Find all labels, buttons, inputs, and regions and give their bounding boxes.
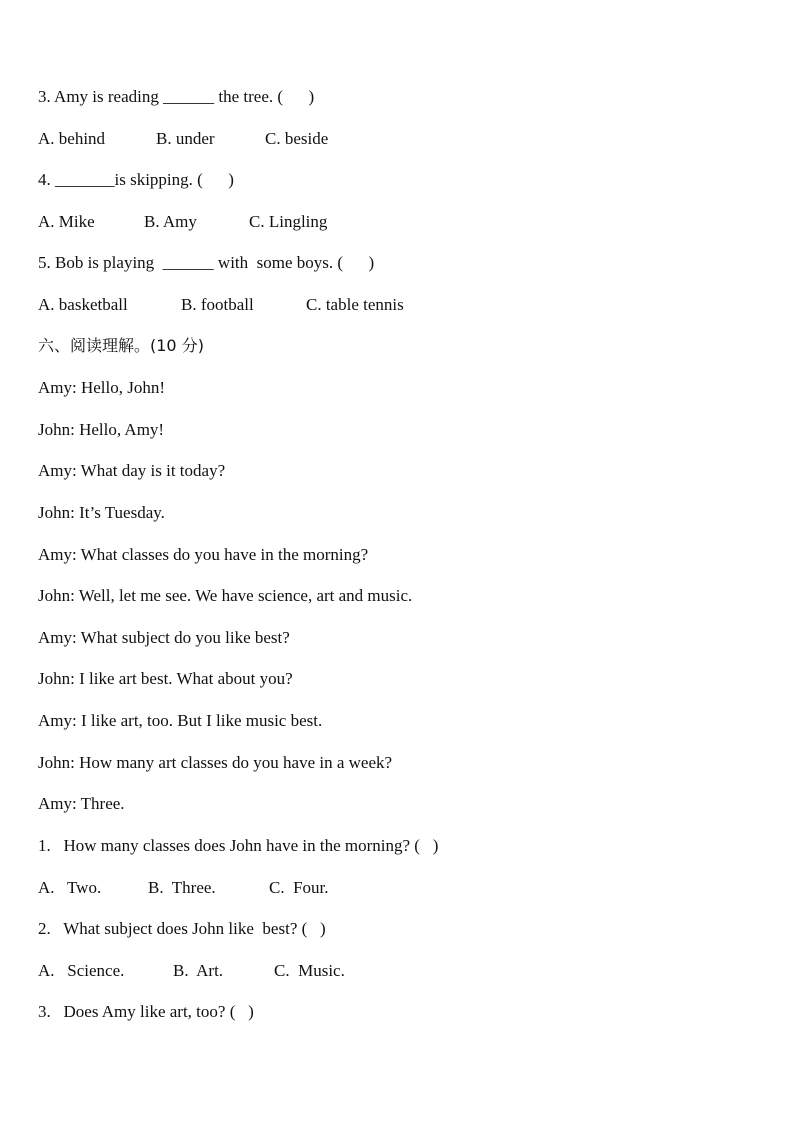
dialogue-line: John: It’s Tuesday.	[38, 503, 165, 522]
question-5-stem: 5. Bob is playing ______ with some boys. ( )	[38, 253, 375, 272]
dialogue-line: Amy: What day is it today?	[38, 461, 226, 480]
dialogue-line: Amy: I like art, too. But I like music best.	[38, 711, 323, 730]
reading-question-2-stem: 2. What subject does John like best? ( )	[38, 919, 326, 938]
reading-question-2-option-c: C. Music.	[274, 961, 345, 980]
question-4-option-a: A. Mike	[38, 212, 95, 231]
dialogue-line: John: Well, let me see. We have science, art and music.	[38, 586, 413, 605]
question-4-option-b: B. Amy	[144, 212, 197, 231]
question-3-option-b: B. under	[156, 129, 215, 148]
question-4-stem: 4. _______is skipping. ( )	[38, 170, 234, 189]
question-5-option-a: A. basketball	[38, 295, 128, 314]
reading-question-1-option-c: C. Four.	[269, 878, 329, 897]
dialogue-line: Amy: Three.	[38, 794, 125, 813]
dialogue-line: John: Hello, Amy!	[38, 420, 165, 439]
section-heading: 六、阅读理解。(10 分)	[38, 336, 204, 355]
dialogue-line: John: How many art classes do you have in a week?	[38, 753, 393, 772]
reading-question-1-stem: 1. How many classes does John have in the morning? ( )	[38, 836, 439, 855]
question-3-option-a: A. behind	[38, 129, 106, 148]
question-3-option-c: C. beside	[265, 129, 329, 148]
dialogue-line: John: I like art best. What about you?	[38, 669, 293, 688]
question-3-stem: 3. Amy is reading ______ the tree. ( )	[38, 87, 315, 106]
dialogue-line: Amy: Hello, John!	[38, 378, 166, 397]
dialogue-line: Amy: What classes do you have in the morning?	[38, 545, 369, 564]
reading-question-2-option-b: B. Art.	[173, 961, 224, 980]
question-5-option-b: B. football	[181, 295, 254, 314]
dialogue-line: Amy: What subject do you like best?	[38, 628, 290, 647]
question-5-option-c: C. table tennis	[306, 295, 404, 314]
reading-question-1-option-b: B. Three.	[148, 878, 216, 897]
reading-question-3-stem: 3. Does Amy like art, too? ( )	[38, 1002, 254, 1021]
question-4-option-c: C. Lingling	[249, 212, 328, 231]
reading-question-1-option-a: A. Two.	[38, 878, 102, 897]
reading-question-2-option-a: A. Science.	[38, 961, 125, 980]
